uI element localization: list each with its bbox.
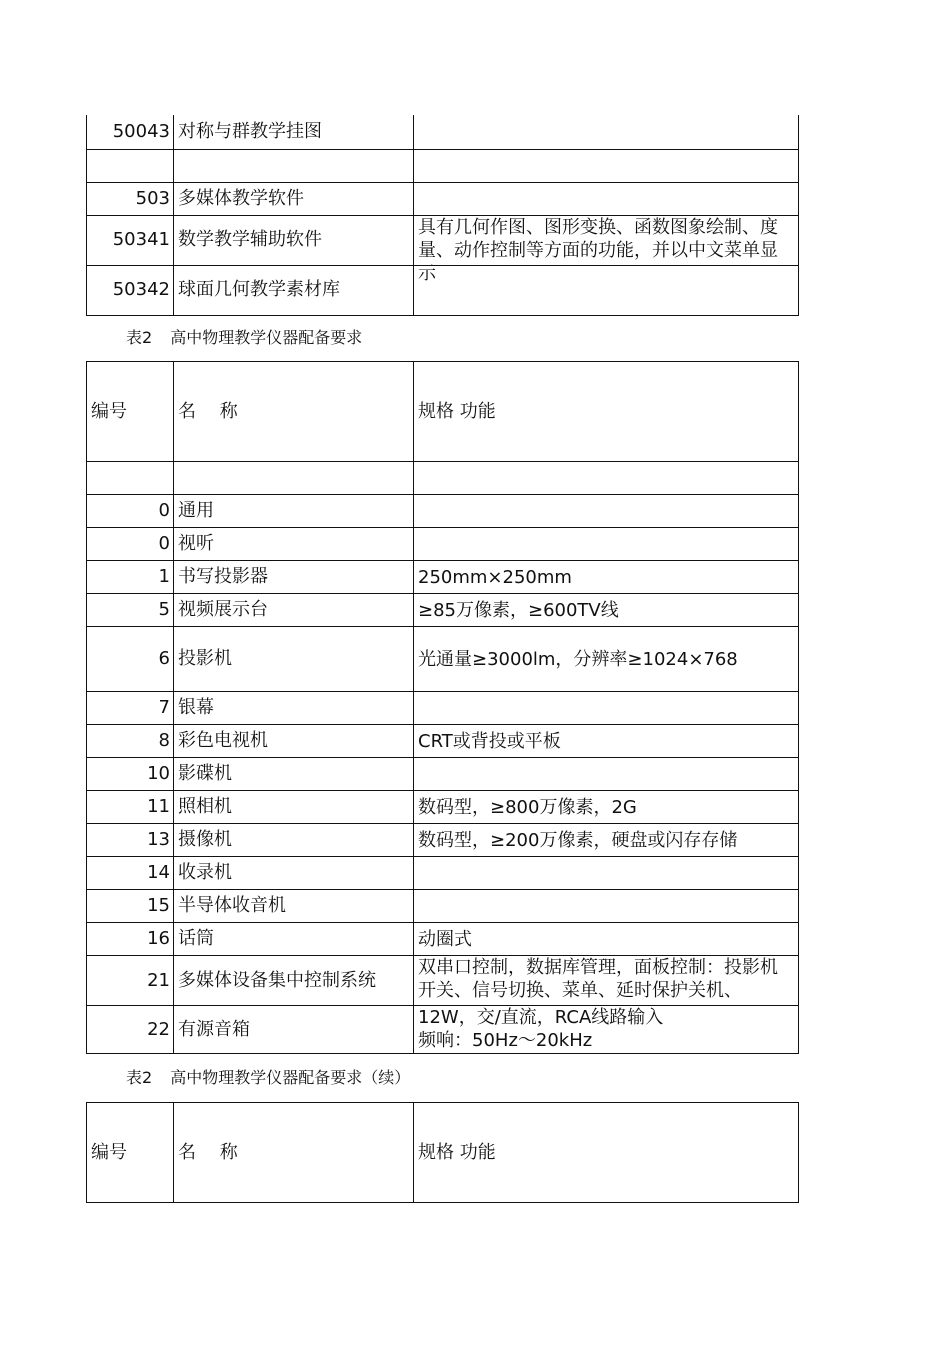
item-number: 10 xyxy=(87,758,174,791)
header-name: 名 称 xyxy=(174,1103,414,1203)
item-number: 11 xyxy=(87,791,174,824)
item-number: 5 xyxy=(87,594,174,627)
table-row xyxy=(87,725,799,758)
header-name: 名 称 xyxy=(174,362,414,462)
item-number: 50043 xyxy=(87,115,174,149)
item-spec-line1: 12W，交/直流，RCA线路输入 xyxy=(418,1007,664,1028)
table-row xyxy=(87,758,799,791)
item-name: 多媒体设备集中控制系统 xyxy=(174,956,414,1006)
table-row xyxy=(87,791,799,824)
item-spec xyxy=(414,462,799,495)
item-spec xyxy=(414,528,799,561)
item-number xyxy=(87,149,174,182)
caption-title: 高中物理教学仪器配备要求 xyxy=(170,328,363,347)
item-name: 通用 xyxy=(174,495,414,528)
item-spec: 动圈式 xyxy=(414,923,799,956)
item-spec xyxy=(414,115,799,149)
item-number: 15 xyxy=(87,890,174,923)
caption-label: 表2 xyxy=(126,328,153,347)
table-row xyxy=(87,923,799,956)
item-number: 16 xyxy=(87,923,174,956)
physics-equipment-table xyxy=(86,361,799,1054)
item-spec xyxy=(414,495,799,528)
math-equipment-table xyxy=(86,115,799,316)
item-spec-cell xyxy=(414,215,799,284)
table-row xyxy=(87,824,799,857)
item-name: 影碟机 xyxy=(174,758,414,791)
table-row xyxy=(87,627,799,692)
item-spec: 数码型，≥200万像素，硬盘或闪存存储 xyxy=(414,824,799,857)
table-row xyxy=(87,594,799,627)
item-number: 50341 xyxy=(87,215,174,265)
item-name: 话筒 xyxy=(174,923,414,956)
item-name xyxy=(174,462,414,495)
item-name: 投影机 xyxy=(174,627,414,692)
item-spec: 具有几何作图、图形变换、函数图象绘制、度量、动作控制等方面的功能，并以中文菜单显示 xyxy=(418,216,778,284)
table-caption xyxy=(126,1068,410,1088)
header-number: 编号 xyxy=(87,1103,174,1203)
item-name: 对称与群教学挂图 xyxy=(174,115,414,149)
table-caption xyxy=(126,328,362,348)
item-name xyxy=(174,149,414,182)
table-row xyxy=(87,956,799,1006)
item-spec: CRT或背投或平板 xyxy=(414,725,799,758)
item-name: 半导体收音机 xyxy=(174,890,414,923)
item-spec: ≥85万像素，≥600TV线 xyxy=(414,594,799,627)
item-name: 照相机 xyxy=(174,791,414,824)
item-number: 0 xyxy=(87,495,174,528)
item-number xyxy=(87,462,174,495)
caption-label: 表2 xyxy=(126,1068,153,1087)
item-spec xyxy=(414,182,799,215)
header-spec: 规格 功能 xyxy=(414,362,799,462)
table-row xyxy=(87,1006,799,1054)
item-spec: 光通量≥3000lm，分辨率≥1024×768 xyxy=(414,627,799,692)
item-name: 摄像机 xyxy=(174,824,414,857)
item-name: 视听 xyxy=(174,528,414,561)
table-row xyxy=(87,528,799,561)
item-name: 多媒体教学软件 xyxy=(174,182,414,215)
table-row xyxy=(87,149,799,182)
table-header-row xyxy=(87,1103,799,1203)
item-spec: 数码型，≥800万像素，2G xyxy=(414,791,799,824)
table-row xyxy=(87,495,799,528)
item-number: 14 xyxy=(87,857,174,890)
item-spec: 250mm×250mm xyxy=(414,561,799,594)
item-spec xyxy=(414,890,799,923)
item-spec xyxy=(414,758,799,791)
physics-equipment-table-continued xyxy=(86,1102,799,1203)
item-number: 503 xyxy=(87,182,174,215)
table-row xyxy=(87,561,799,594)
item-number: 7 xyxy=(87,692,174,725)
item-name: 收录机 xyxy=(174,857,414,890)
item-spec xyxy=(414,857,799,890)
item-number: 0 xyxy=(87,528,174,561)
table-row xyxy=(87,857,799,890)
table-row xyxy=(87,890,799,923)
item-number: 1 xyxy=(87,561,174,594)
item-spec: 双串口控制，数据库管理，面板控制：投影机开关、信号切换、菜单、延时保护关机、 xyxy=(418,957,778,1001)
header-number: 编号 xyxy=(87,362,174,462)
item-name: 数学教学辅助软件 xyxy=(174,215,414,265)
header-spec: 规格 功能 xyxy=(414,1103,799,1203)
table-row xyxy=(87,182,799,215)
table-row xyxy=(87,115,799,149)
item-spec-line2: 频响：50Hz～20kHz xyxy=(418,1030,593,1051)
item-number: 13 xyxy=(87,824,174,857)
item-spec-cell xyxy=(414,956,799,1006)
item-number: 22 xyxy=(87,1006,174,1054)
item-name: 书写投影器 xyxy=(174,561,414,594)
table-row xyxy=(87,462,799,495)
item-spec xyxy=(414,692,799,725)
item-name: 球面几何教学素材库 xyxy=(174,265,414,315)
item-number: 6 xyxy=(87,627,174,692)
item-spec xyxy=(414,149,799,182)
table-header-row xyxy=(87,362,799,462)
item-name: 视频展示台 xyxy=(174,594,414,627)
caption-title: 高中物理教学仪器配备要求（续） xyxy=(170,1068,411,1087)
item-name: 银幕 xyxy=(174,692,414,725)
item-spec-cell xyxy=(414,1006,799,1054)
table-row xyxy=(87,215,799,265)
item-number: 8 xyxy=(87,725,174,758)
item-name: 彩色电视机 xyxy=(174,725,414,758)
table-row xyxy=(87,692,799,725)
item-name: 有源音箱 xyxy=(174,1006,414,1054)
item-number: 50342 xyxy=(87,265,174,315)
item-number: 21 xyxy=(87,956,174,1006)
